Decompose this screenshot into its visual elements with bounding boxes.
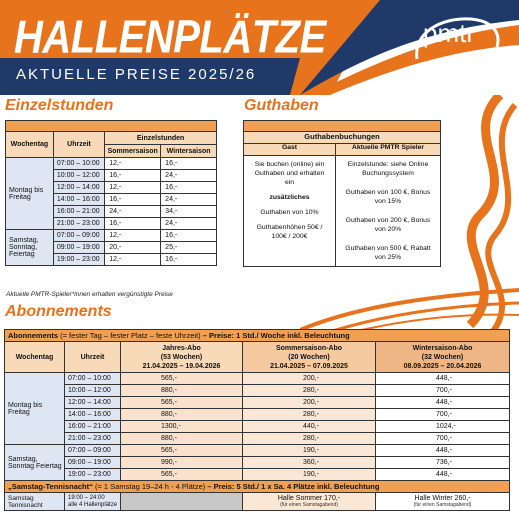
- price-cell: 360,-: [243, 457, 376, 469]
- col-header-time: Uhrzeit: [53, 132, 104, 158]
- table-row: [5, 433, 510, 445]
- time-cell: 21:00 – 23:00: [65, 433, 121, 445]
- time-cell: 12:00 – 14:00: [53, 182, 104, 194]
- price-cell: 24,-: [161, 218, 217, 230]
- empty-cell: [121, 493, 243, 511]
- price-cell: 16,-: [161, 158, 217, 170]
- price-cell: 12,-: [105, 182, 161, 194]
- time-cell: 07:00 – 10:00: [65, 373, 121, 385]
- price-cell: 200,-: [243, 373, 376, 385]
- col-header-guest: Gast: [244, 144, 336, 156]
- table-header-bar: [6, 121, 217, 132]
- guest-text: Sie buchen (online) ein Guthaben und erhalten ein: [254, 161, 325, 186]
- price-cell: 16,-: [161, 254, 217, 266]
- price-cell: 12,-: [105, 254, 161, 266]
- table-row: [6, 158, 217, 170]
- col-header-winter-abo: Wintersaison-Abo (32 Wochen) 08.09.2025 – 20.04.2026: [376, 342, 510, 373]
- price-cell: 448,-: [376, 445, 510, 457]
- price-cell: 700,-: [376, 409, 510, 421]
- price-cell: 24,-: [105, 206, 161, 218]
- price-cell: 24,-: [161, 194, 217, 206]
- section-title-guthaben: Guthaben: [244, 97, 319, 114]
- tennisnacht-sommer-cell: Halle Sommer 170,- (für einen Samstagabend): [243, 493, 376, 511]
- player-text: Einzelstunde: siehe Online Buchungssystem: [347, 161, 429, 177]
- price-cell: 736,-: [376, 457, 510, 469]
- section-title-abonnements: Abonnements: [5, 303, 112, 320]
- member-discount-note: Aktuelle PMTR-Spieler*innen erhalten vergünstigte Preise: [6, 291, 173, 298]
- time-cell: 07:00 – 09:00: [53, 230, 104, 242]
- time-cell: 16:00 – 21:00: [65, 421, 121, 433]
- einzelstunden-table: [5, 120, 217, 266]
- time-cell: 14:00 – 16:00: [65, 409, 121, 421]
- tennisnacht-time-cell: 19:00 – 24:00 alle 4 Hallenplätze: [65, 493, 121, 511]
- price-cell: 200,-: [243, 397, 376, 409]
- decorative-ribbon-lower: [300, 285, 519, 335]
- row-label-tennisnacht: Samstag Tennisnacht: [5, 493, 65, 511]
- time-cell: 19:00 – 23:00: [65, 469, 121, 481]
- table-row: [5, 373, 510, 385]
- price-cell: 190,-: [243, 445, 376, 457]
- player-text: Guthaben von 200 €, Bonus von 20%: [345, 217, 431, 233]
- table-row: [5, 469, 510, 481]
- guest-info-cell: [244, 156, 336, 267]
- price-cell: 880,-: [121, 433, 243, 445]
- time-cell: 07:00 – 10:00: [53, 158, 104, 170]
- price-cell: 448,-: [376, 373, 510, 385]
- price-cell: 565,-: [121, 469, 243, 481]
- table-row: [5, 493, 510, 511]
- price-cell: 12,-: [105, 158, 161, 170]
- price-cell: 1024,-: [376, 421, 510, 433]
- price-cell: 700,-: [376, 433, 510, 445]
- price-cell: 448,-: [376, 469, 510, 481]
- time-cell: 10:00 – 12:00: [53, 170, 104, 182]
- col-header-day: Wochentag: [6, 132, 54, 158]
- price-cell: 440,-: [243, 421, 376, 433]
- price-cell: 16,-: [161, 182, 217, 194]
- guest-text: Guthaben von 10%: [260, 209, 319, 216]
- time-cell: 10:00 – 12:00: [65, 385, 121, 397]
- price-cell: 24,-: [161, 170, 217, 182]
- row-label-weekend: Samstag, Sonntag Feiertag: [5, 445, 65, 481]
- price-cell: 880,-: [121, 409, 243, 421]
- time-cell: 14:00 – 16:00: [53, 194, 104, 206]
- player-info-cell: [336, 156, 441, 267]
- tennisnacht-winter-cell: Halle Winter 260,- (für einen Samstagabend): [376, 493, 510, 511]
- table-row: [5, 385, 510, 397]
- time-cell: 12:00 – 14:00: [65, 397, 121, 409]
- table-row: [5, 421, 510, 433]
- table-header-bar: [244, 121, 441, 132]
- price-cell: 16,-: [105, 218, 161, 230]
- price-cell: 565,-: [121, 397, 243, 409]
- col-header-group: Einzelstunden: [105, 132, 217, 145]
- table-row: [5, 457, 510, 469]
- guest-text: Guthabenhöhen 50€ / 100€ / 200€: [256, 224, 323, 240]
- time-cell: 16:00 – 21:00: [53, 206, 104, 218]
- price-cell: 190,-: [243, 469, 376, 481]
- col-header-player: Aktuelle PMTR Spieler: [336, 144, 441, 156]
- col-header-day: Wochentag: [5, 342, 65, 373]
- price-cell: 565,-: [121, 445, 243, 457]
- guthaben-table: [243, 120, 441, 267]
- table-row: [5, 397, 510, 409]
- price-cell: 16,-: [105, 194, 161, 206]
- col-header-sommer-abo: Sommersaison-Abo (20 Wochen) 21.04.2025 – 07.09.2025: [243, 342, 376, 373]
- abo-bar: Abonnements (= fester Tag – fester Platz – feste Uhrzeit) – Preise: 1 Std./ Woche inkl. Beleuchtung: [5, 330, 510, 342]
- player-text: Guthaben von 100 €, Bonus von 15%: [345, 189, 431, 205]
- col-header-winter: Wintersaison: [161, 145, 217, 158]
- page-subtitle: AKTUELLE PREISE 2025/26: [16, 66, 257, 83]
- price-cell: 700,-: [376, 385, 510, 397]
- price-cell: 16,-: [161, 230, 217, 242]
- row-label-weekday: Montag bis Freitag: [6, 158, 54, 230]
- pmtr-logo-text: pmtr: [423, 18, 475, 48]
- row-label-weekend: Samstag, Sonntag, Feiertag: [6, 230, 54, 266]
- table-row: [5, 445, 510, 457]
- time-cell: 07:00 – 09:00: [65, 445, 121, 457]
- tennisnacht-bar: „Samstag-Tennisnacht“ (= 1 Samstag 19–24 h - 4 Plätze) – Preis: 5 Std./ 1 x Sa. 4 Plätze inkl. Beleuchtung: [5, 481, 510, 493]
- player-text: Guthaben von 500 €, Rabatt von 25%: [345, 245, 431, 261]
- price-cell: 280,-: [243, 385, 376, 397]
- table-row: [5, 409, 510, 421]
- price-cell: 20,-: [105, 242, 161, 254]
- page-title: HALLENPLÄTZE: [14, 12, 326, 63]
- time-cell: 09:00 – 19:00: [53, 242, 104, 254]
- price-cell: 280,-: [243, 433, 376, 445]
- price-cell: 34,-: [161, 206, 217, 218]
- col-header-jahres-abo: Jahres-Abo (53 Wochen) 21.04.2025 – 19.04.2026: [121, 342, 243, 373]
- guest-text-bold: zusätzliches: [269, 194, 310, 201]
- time-cell: 21:00 – 23:00: [53, 218, 104, 230]
- col-header-summer: Sommersaison: [105, 145, 161, 158]
- price-cell: 990,-: [121, 457, 243, 469]
- time-cell: 19:00 – 23:00: [53, 254, 104, 266]
- price-cell: 565,-: [121, 373, 243, 385]
- price-cell: 448,-: [376, 397, 510, 409]
- abonnements-table: [4, 329, 510, 511]
- section-title-einzelstunden: Einzelstunden: [5, 97, 114, 114]
- time-cell: 09:00 – 19:00: [65, 457, 121, 469]
- table-row: [6, 230, 217, 242]
- price-cell: 880,-: [121, 385, 243, 397]
- price-cell: 25,-: [161, 242, 217, 254]
- guthaben-title: Guthabenbuchungen: [244, 132, 441, 144]
- row-label-weekday: Montag bis Freitag: [5, 373, 65, 445]
- price-cell: 280,-: [243, 409, 376, 421]
- col-header-time: Uhrzeit: [65, 342, 121, 373]
- price-cell: 16,-: [105, 170, 161, 182]
- price-cell: 1300,-: [121, 421, 243, 433]
- price-cell: 12,-: [105, 230, 161, 242]
